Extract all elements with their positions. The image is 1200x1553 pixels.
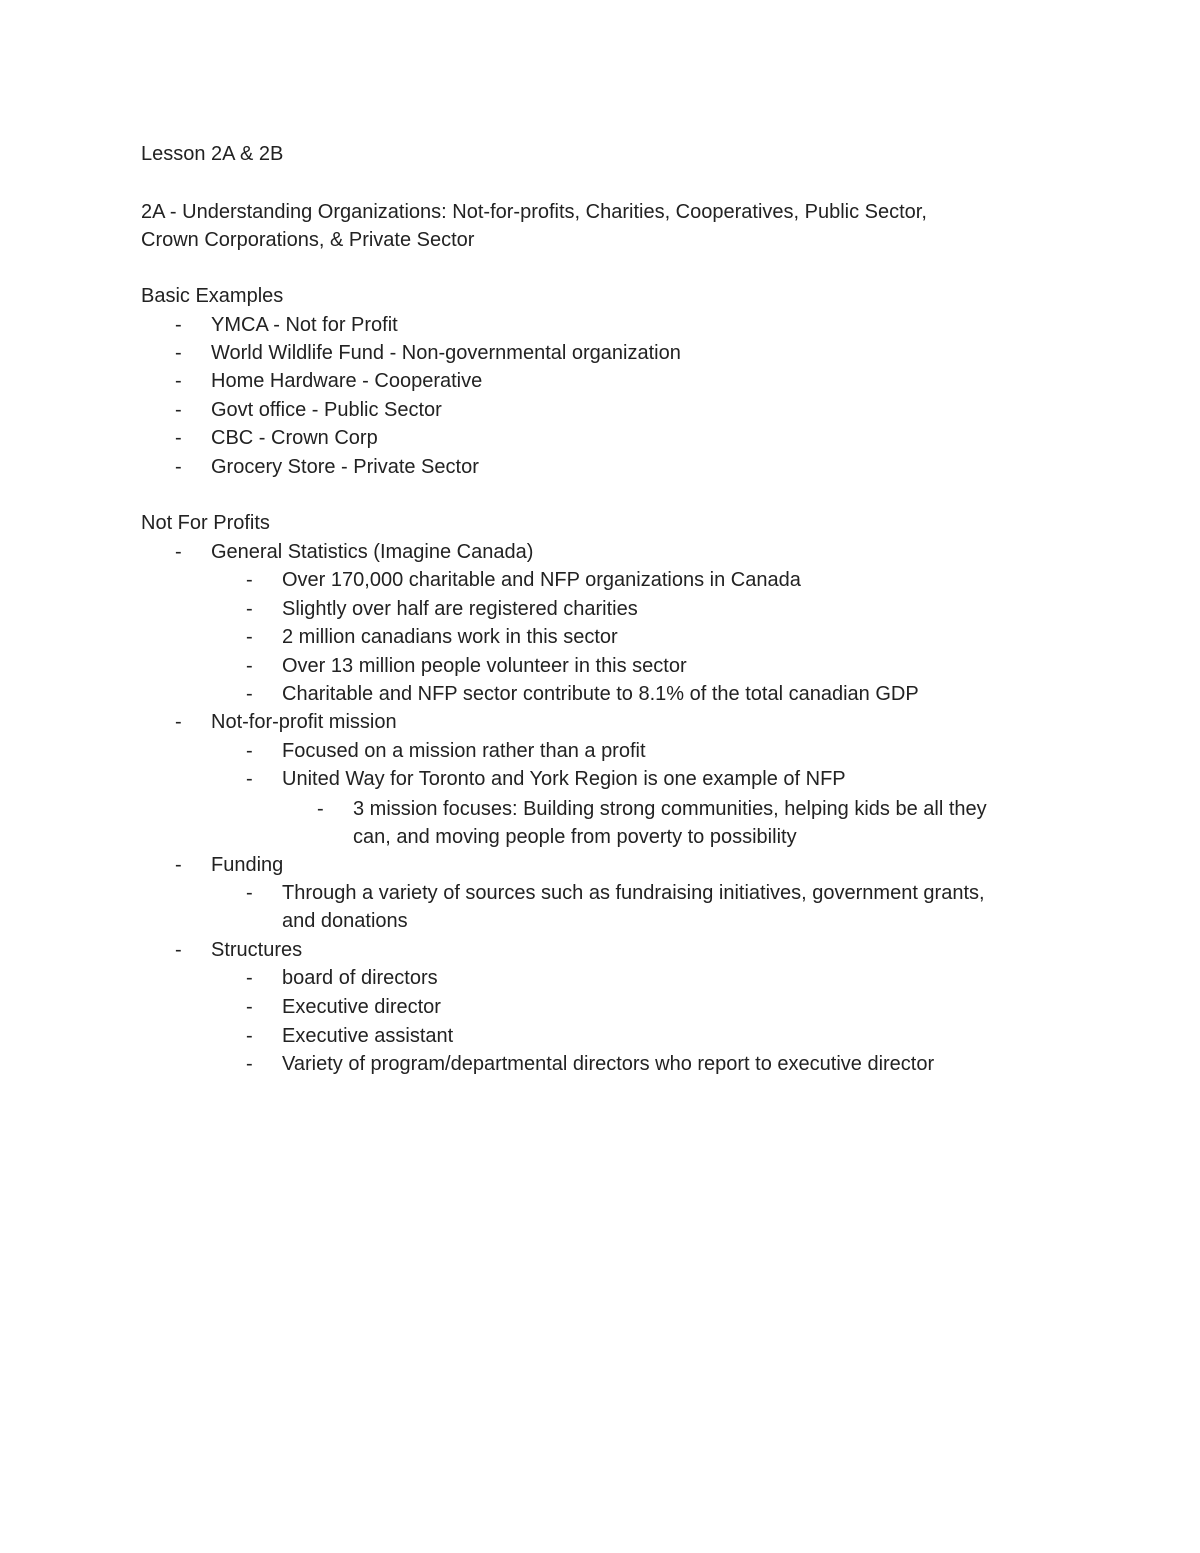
document-title: Lesson 2A & 2B [141, 143, 284, 165]
list-item-text: Slightly over half are registered charities [282, 598, 638, 620]
document-subtitle-line-1: 2A - Understanding Organizations: Not-for-profits, Charities, Cooperatives, Public Sector, [141, 201, 927, 223]
not-for-profits-heading: Not For Profits [141, 512, 270, 534]
bullet-dash: - [175, 456, 182, 478]
list-item-text: board of directors [282, 967, 438, 989]
list-item-text: United Way for Toronto and York Region is one example of NFP [282, 768, 846, 790]
bullet-dash: - [246, 768, 253, 790]
bullet-dash: - [246, 569, 253, 591]
list-item-text: Charitable and NFP sector contribute to 8.1% of the total canadian GDP [282, 683, 919, 705]
list-item-text: 3 mission focuses: Building strong communities, helping kids be all they [353, 798, 987, 820]
list-item-text: 2 million canadians work in this sector [282, 626, 618, 648]
bullet-dash: - [246, 598, 253, 620]
mission-label: Not-for-profit mission [211, 711, 397, 733]
bullet-dash: - [175, 427, 182, 449]
structures-label: Structures [211, 939, 303, 961]
list-item-text: Focused on a mission rather than a profit [282, 740, 646, 762]
list-item-text: Govt office - Public Sector [211, 399, 442, 421]
list-item-text: Grocery Store - Private Sector [211, 456, 479, 478]
bullet-dash: - [246, 1053, 253, 1075]
list-item-text: YMCA - Not for Profit [211, 314, 398, 336]
bullet-dash: - [317, 798, 324, 820]
bullet-dash: - [246, 996, 253, 1018]
bullet-dash: - [175, 854, 182, 876]
bullet-dash: - [175, 342, 182, 364]
list-item-text: Over 13 million people volunteer in this sector [282, 655, 687, 677]
list-item-text: Executive director [282, 996, 441, 1018]
bullet-dash: - [246, 683, 253, 705]
basic-examples-heading: Basic Examples [141, 285, 284, 307]
funding-label: Funding [211, 854, 284, 876]
bullet-dash: - [246, 1025, 253, 1047]
bullet-dash: - [175, 314, 182, 336]
bullet-dash: - [175, 399, 182, 421]
list-item-text: CBC - Crown Corp [211, 427, 378, 449]
bullet-dash: - [246, 740, 253, 762]
document-subtitle-line-2: Crown Corporations, & Private Sector [141, 229, 475, 251]
bullet-dash: - [175, 370, 182, 392]
list-item-text: can, and moving people from poverty to possibility [353, 826, 797, 848]
list-item-text: Home Hardware - Cooperative [211, 370, 483, 392]
bullet-dash: - [175, 541, 182, 563]
list-item-text: Executive assistant [282, 1025, 454, 1047]
list-item-text: Through a variety of sources such as fundraising initiatives, government grants, [282, 882, 985, 904]
bullet-dash: - [246, 967, 253, 989]
bullet-dash: - [246, 626, 253, 648]
bullet-dash: - [246, 655, 253, 677]
bullet-dash: - [175, 939, 182, 961]
list-item-text: Over 170,000 charitable and NFP organizations in Canada [282, 569, 801, 591]
list-item-text: Variety of program/departmental directors who report to executive director [282, 1053, 935, 1075]
list-item-text: and donations [282, 910, 408, 932]
list-item-text: World Wildlife Fund - Non-governmental organization [211, 342, 681, 364]
general-statistics-label: General Statistics (Imagine Canada) [211, 541, 534, 563]
bullet-dash: - [175, 711, 182, 733]
bullet-dash: - [246, 882, 253, 904]
